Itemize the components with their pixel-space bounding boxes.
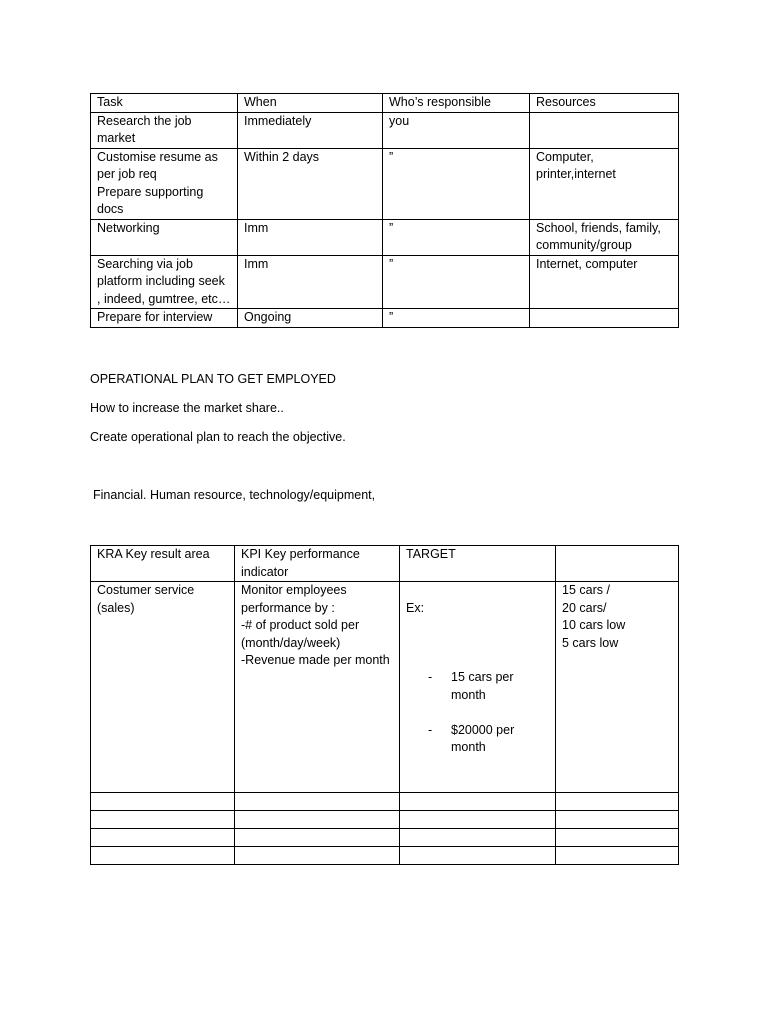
empty-cell [235, 828, 400, 846]
header-extra [556, 546, 679, 582]
create-plan-text: Create operational plan to reach the objective. [90, 430, 346, 444]
extra-cell: 15 cars / 20 cars/ 10 cars low 5 cars low [556, 582, 679, 793]
task-cell: Networking [91, 219, 238, 255]
responsible-cell: you [383, 112, 530, 148]
target-item: - $20000 per month [428, 722, 549, 757]
empty-cell [400, 828, 556, 846]
task-table [90, 93, 679, 328]
empty-cell [400, 792, 556, 810]
target-example-label: Ex: [406, 600, 425, 615]
empty-cell [400, 846, 556, 864]
empty-row [91, 810, 679, 828]
responsible-cell: ” [383, 148, 530, 219]
table-row [91, 219, 679, 255]
header-responsible: Who’s responsible [383, 94, 530, 113]
kra-cell: Costumer service (sales) [91, 582, 235, 793]
target-cell [400, 582, 556, 793]
empty-cell [235, 846, 400, 864]
header-when: When [238, 94, 383, 113]
resources-cell: Computer, printer,internet [530, 148, 679, 219]
table-row [91, 255, 679, 309]
table-row [91, 148, 679, 219]
header-target: TARGET [400, 546, 556, 582]
resources-cell [530, 112, 679, 148]
market-share-text: How to increase the market share.. [90, 401, 284, 415]
when-cell: Immediately [238, 112, 383, 148]
when-cell: Imm [238, 255, 383, 309]
empty-cell [556, 792, 679, 810]
empty-cell [91, 792, 235, 810]
when-cell: Within 2 days [238, 148, 383, 219]
responsible-cell: ” [383, 219, 530, 255]
task-cell: Customise resume as per job req Prepare supporting docs [91, 148, 238, 219]
empty-row [91, 846, 679, 864]
task-cell: Prepare for interview [91, 309, 238, 328]
task-cell: Research the job market [91, 112, 238, 148]
responsible-cell: ” [383, 309, 530, 328]
empty-row [91, 828, 679, 846]
empty-row [91, 792, 679, 810]
empty-cell [91, 810, 235, 828]
responsible-cell: ” [383, 255, 530, 309]
empty-cell [235, 810, 400, 828]
resources-cell [530, 309, 679, 328]
target-list [406, 652, 549, 775]
empty-cell [91, 828, 235, 846]
when-cell: Imm [238, 219, 383, 255]
task-cell: Searching via job platform including seek , indeed, gumtree, etc… [91, 255, 238, 309]
kra-table-header [91, 546, 679, 582]
section-title: OPERATIONAL PLAN TO GET EMPLOYED [90, 372, 336, 386]
task-table-header [91, 94, 679, 113]
empty-cell [556, 810, 679, 828]
empty-cell [400, 810, 556, 828]
empty-cell [91, 846, 235, 864]
target-item: - 15 cars per month [428, 669, 549, 704]
header-kpi: KPI Key performance indicator [235, 546, 400, 582]
table-row [91, 309, 679, 328]
kpi-cell: Monitor employees performance by : -# of product sold per (month/day/week) -Revenue made per month [235, 582, 400, 793]
empty-cell [556, 828, 679, 846]
financial-text: Financial. Human resource, technology/equipment, [93, 488, 376, 502]
table-row [91, 112, 679, 148]
header-resources: Resources [530, 94, 679, 113]
header-kra: KRA Key result area [91, 546, 235, 582]
resources-cell: Internet, computer [530, 255, 679, 309]
header-task: Task [91, 94, 238, 113]
resources-cell: School, friends, family, community/group [530, 219, 679, 255]
empty-cell [556, 846, 679, 864]
kra-table [90, 545, 679, 865]
empty-cell [235, 792, 400, 810]
when-cell: Ongoing [238, 309, 383, 328]
table-row [91, 582, 679, 793]
